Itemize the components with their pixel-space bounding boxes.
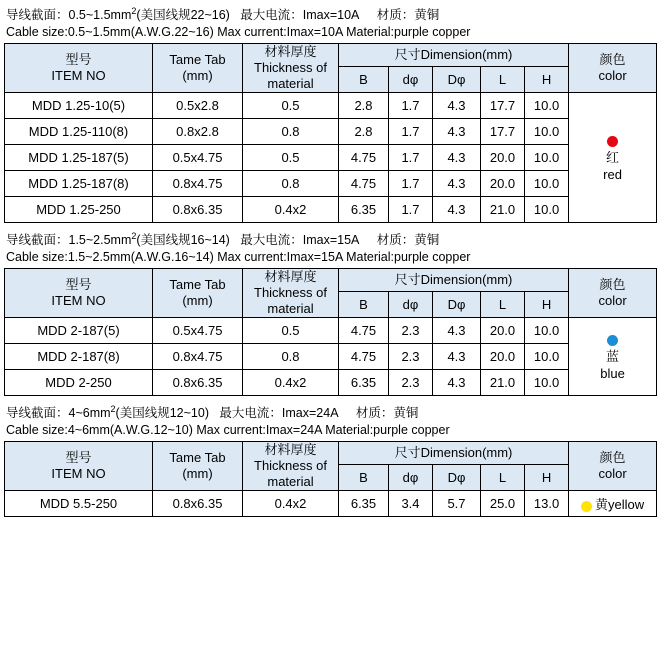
material-cn-2: 材质：黄铜 xyxy=(376,233,440,248)
header-thickness-en1: Thickness of xyxy=(254,458,327,474)
cell-dim-d-big: 4.3 xyxy=(433,145,481,171)
max-current-cn-3: 最大电流：Imax=24A xyxy=(219,406,339,421)
spec-table-3 xyxy=(4,441,657,517)
superscript-2: 2 xyxy=(131,231,137,242)
header-thickness-en2: material xyxy=(267,301,314,317)
header-color xyxy=(569,44,657,93)
header-item-cn: 型号 xyxy=(65,450,92,466)
header-color xyxy=(569,269,657,318)
header-color-cn: 颜色 xyxy=(599,277,626,293)
cell-dim-l: 21.0 xyxy=(481,370,525,396)
header-thickness-en1: Thickness of xyxy=(254,60,327,76)
header-item-en: ITEM NO xyxy=(51,293,106,309)
header-thickness-cn: 材料厚度 xyxy=(264,442,317,458)
cell-tame-tab: 0.8x4.75 xyxy=(153,344,243,370)
header-color xyxy=(569,442,657,491)
header-dim-d-big: Dφ xyxy=(433,67,481,93)
header-dim-d-big: Dφ xyxy=(433,465,481,491)
color-name-cn: 红 xyxy=(606,150,620,166)
cell-thickness: 0.8 xyxy=(243,344,339,370)
header-item-no xyxy=(5,442,153,491)
cell-item-no: MDD 2-187(8) xyxy=(5,344,153,370)
spec-header-1 xyxy=(4,0,656,43)
spec-table-1 xyxy=(4,43,657,223)
color-dot-icon xyxy=(569,331,656,348)
cell-item-no: MDD 1.25-250 xyxy=(5,197,153,223)
header-thickness xyxy=(243,269,339,318)
cell-dim-l: 20.0 xyxy=(481,145,525,171)
cell-tame-tab: 0.8x2.8 xyxy=(153,119,243,145)
header-dim-b: B xyxy=(339,67,389,93)
spec-header-2 xyxy=(4,225,656,268)
cell-thickness: 0.4x2 xyxy=(243,370,339,396)
cell-thickness: 0.8 xyxy=(243,171,339,197)
header-tame-unit: (mm) xyxy=(182,293,213,309)
header-color-en: color xyxy=(598,293,627,309)
header-tame-tab xyxy=(153,269,243,318)
header-tame-unit: (mm) xyxy=(182,68,213,84)
header-dim-l: L xyxy=(481,67,525,93)
cell-dim-h: 10.0 xyxy=(525,318,569,344)
cell-item-no: MDD 2-187(5) xyxy=(5,318,153,344)
header-dimension: 尺寸Dimension(mm) xyxy=(339,442,569,465)
color-name-en: blue xyxy=(600,366,625,382)
cell-dim-d-small: 2.3 xyxy=(389,370,433,396)
cell-thickness: 0.4x2 xyxy=(243,197,339,223)
cell-dim-b: 6.35 xyxy=(339,197,389,223)
color-dot-icon xyxy=(581,501,592,512)
cell-dim-l: 17.7 xyxy=(481,119,525,145)
header-item-no xyxy=(5,269,153,318)
header-dim-h: H xyxy=(525,67,569,93)
header-tame-tab xyxy=(153,442,243,491)
cell-color-swatch xyxy=(569,318,657,396)
header-dim-l: L xyxy=(481,465,525,491)
color-name-cn: 蓝 xyxy=(606,349,620,365)
cell-dim-l: 20.0 xyxy=(481,344,525,370)
header-color-en: color xyxy=(598,68,627,84)
spec-line-cn-3 xyxy=(6,401,656,422)
table-row xyxy=(5,197,657,223)
cell-tame-tab: 0.5x4.75 xyxy=(153,145,243,171)
cell-dim-d-big: 4.3 xyxy=(433,93,481,119)
table-row xyxy=(5,344,657,370)
cell-dim-b: 4.75 xyxy=(339,145,389,171)
table-header-row-top xyxy=(5,44,657,67)
header-tame-label: Tame Tab xyxy=(169,450,226,466)
header-dim-d-small: dφ xyxy=(389,67,433,93)
color-name-en: red xyxy=(603,167,622,183)
cell-tame-tab: 0.5x2.8 xyxy=(153,93,243,119)
cell-thickness: 0.5 xyxy=(243,93,339,119)
header-dim-b: B xyxy=(339,465,389,491)
table-row xyxy=(5,145,657,171)
spec-header-3 xyxy=(4,398,656,441)
cell-dim-b: 4.75 xyxy=(339,344,389,370)
cell-dim-l: 20.0 xyxy=(481,171,525,197)
cell-dim-d-small: 1.7 xyxy=(389,171,433,197)
header-dimension: 尺寸Dimension(mm) xyxy=(339,269,569,292)
cell-dim-h: 10.0 xyxy=(525,171,569,197)
header-color-cn: 颜色 xyxy=(599,450,626,466)
cell-color-swatch xyxy=(569,491,657,517)
cell-dim-d-small: 1.7 xyxy=(389,145,433,171)
cell-dim-d-big: 4.3 xyxy=(433,344,481,370)
awg-cn-1: (美国线规22~16) xyxy=(136,8,230,23)
cell-dim-h: 10.0 xyxy=(525,119,569,145)
header-thickness xyxy=(243,44,339,93)
material-cn-3: 材质：黄铜 xyxy=(355,406,419,421)
material-cn-1: 材质：黄铜 xyxy=(376,8,440,23)
cell-tame-tab: 0.8x6.35 xyxy=(153,370,243,396)
cell-dim-h: 13.0 xyxy=(525,491,569,517)
cable-size-cn-3: 导线截面：4~6mm xyxy=(6,406,111,421)
table-row xyxy=(5,491,657,517)
superscript-3: 2 xyxy=(110,404,116,415)
cell-dim-b: 2.8 xyxy=(339,119,389,145)
header-dim-d-big: Dφ xyxy=(433,292,481,318)
header-item-no xyxy=(5,44,153,93)
header-tame-label: Tame Tab xyxy=(169,277,226,293)
spec-line-en-1: Cable size:0.5~1.5mm(A.W.G.22~16) Max current:Imax=10A Material:purple copper xyxy=(6,25,471,40)
cell-item-no: MDD 5.5-250 xyxy=(5,491,153,517)
cell-dim-l: 20.0 xyxy=(481,318,525,344)
table-row xyxy=(5,318,657,344)
cell-tame-tab: 0.8x6.35 xyxy=(153,197,243,223)
header-thickness xyxy=(243,442,339,491)
header-tame-label: Tame Tab xyxy=(169,52,226,68)
cell-tame-tab: 0.8x6.35 xyxy=(153,491,243,517)
cell-dim-h: 10.0 xyxy=(525,145,569,171)
cell-dim-d-small: 2.3 xyxy=(389,344,433,370)
header-dim-b: B xyxy=(339,292,389,318)
header-dim-d-small: dφ xyxy=(389,465,433,491)
cell-dim-h: 10.0 xyxy=(525,370,569,396)
cell-dim-d-big: 4.3 xyxy=(433,171,481,197)
header-tame-tab xyxy=(153,44,243,93)
cell-dim-d-big: 4.3 xyxy=(433,370,481,396)
header-tame-unit: (mm) xyxy=(182,466,213,482)
cell-dim-l: 25.0 xyxy=(481,491,525,517)
table-header-row-top xyxy=(5,269,657,292)
cell-dim-d-small: 1.7 xyxy=(389,119,433,145)
cell-dim-b: 6.35 xyxy=(339,491,389,517)
spec-line-en-2: Cable size:1.5~2.5mm(A.W.G.16~14) Max current:Imax=15A Material:purple copper xyxy=(6,250,471,265)
header-color-en: color xyxy=(598,466,627,482)
header-thickness-en2: material xyxy=(267,76,314,92)
spec-line-cn-1 xyxy=(6,3,656,24)
header-thickness-cn: 材料厚度 xyxy=(264,44,317,60)
spec-line-cn-2 xyxy=(6,228,656,249)
header-dim-l: L xyxy=(481,292,525,318)
color-name-en: yellow xyxy=(608,497,645,513)
cell-item-no: MDD 1.25-187(8) xyxy=(5,171,153,197)
header-dimension: 尺寸Dimension(mm) xyxy=(339,44,569,67)
cell-dim-l: 17.7 xyxy=(481,93,525,119)
cable-size-cn-1: 导线截面：0.5~1.5mm xyxy=(6,8,132,23)
cell-dim-b: 6.35 xyxy=(339,370,389,396)
cell-dim-h: 10.0 xyxy=(525,344,569,370)
cell-item-no: MDD 1.25-10(5) xyxy=(5,93,153,119)
cell-dim-d-big: 5.7 xyxy=(433,491,481,517)
cell-dim-d-small: 1.7 xyxy=(389,93,433,119)
spec-line-en-3: Cable size:4~6mm(A.W.G.12~10) Max current:Imax=24A Material:purple copper xyxy=(6,423,450,438)
cell-dim-d-big: 4.3 xyxy=(433,119,481,145)
cell-thickness: 0.8 xyxy=(243,119,339,145)
cell-item-no: MDD 2-250 xyxy=(5,370,153,396)
max-current-cn-1: 最大电流：Imax=10A xyxy=(240,8,360,23)
cell-tame-tab: 0.8x4.75 xyxy=(153,171,243,197)
header-dim-h: H xyxy=(525,292,569,318)
header-item-cn: 型号 xyxy=(65,52,92,68)
cell-item-no: MDD 1.25-187(5) xyxy=(5,145,153,171)
cell-color-swatch xyxy=(569,93,657,223)
superscript-1: 2 xyxy=(131,6,137,16)
table-row xyxy=(5,93,657,119)
cell-item-no: MDD 1.25-110(8) xyxy=(5,119,153,145)
max-current-cn-2: 最大电流：Imax=15A xyxy=(240,233,360,248)
spec-table-2 xyxy=(4,268,657,396)
cable-size-cn-2: 导线截面：1.5~2.5mm xyxy=(6,233,132,248)
table-header-row-top xyxy=(5,442,657,465)
header-thickness-cn: 材料厚度 xyxy=(264,269,317,285)
header-item-cn: 型号 xyxy=(65,277,92,293)
cell-tame-tab: 0.5x4.75 xyxy=(153,318,243,344)
awg-cn-3: (美国线规12~10) xyxy=(115,406,209,421)
table-row xyxy=(5,119,657,145)
color-name-cn: 黄 xyxy=(594,497,608,513)
cell-dim-h: 10.0 xyxy=(525,93,569,119)
header-dim-h: H xyxy=(525,465,569,491)
cell-dim-d-small: 1.7 xyxy=(389,197,433,223)
header-item-en: ITEM NO xyxy=(51,466,106,482)
cell-dim-d-small: 2.3 xyxy=(389,318,433,344)
header-color-cn: 颜色 xyxy=(599,52,626,68)
header-thickness-en2: material xyxy=(267,474,314,490)
awg-cn-2: (美国线规16~14) xyxy=(136,233,230,248)
cell-dim-b: 2.8 xyxy=(339,93,389,119)
cell-dim-l: 21.0 xyxy=(481,197,525,223)
cell-dim-h: 10.0 xyxy=(525,197,569,223)
cell-thickness: 0.4x2 xyxy=(243,491,339,517)
table-row xyxy=(5,171,657,197)
header-item-en: ITEM NO xyxy=(51,68,106,84)
cell-thickness: 0.5 xyxy=(243,145,339,171)
color-dot-icon xyxy=(569,132,656,149)
table-row xyxy=(5,370,657,396)
header-thickness-en1: Thickness of xyxy=(254,285,327,301)
cell-dim-b: 4.75 xyxy=(339,318,389,344)
cell-dim-d-big: 4.3 xyxy=(433,318,481,344)
cell-thickness: 0.5 xyxy=(243,318,339,344)
header-dim-d-small: dφ xyxy=(389,292,433,318)
cell-dim-d-big: 4.3 xyxy=(433,197,481,223)
cell-dim-b: 4.75 xyxy=(339,171,389,197)
cell-dim-d-small: 3.4 xyxy=(389,491,433,517)
